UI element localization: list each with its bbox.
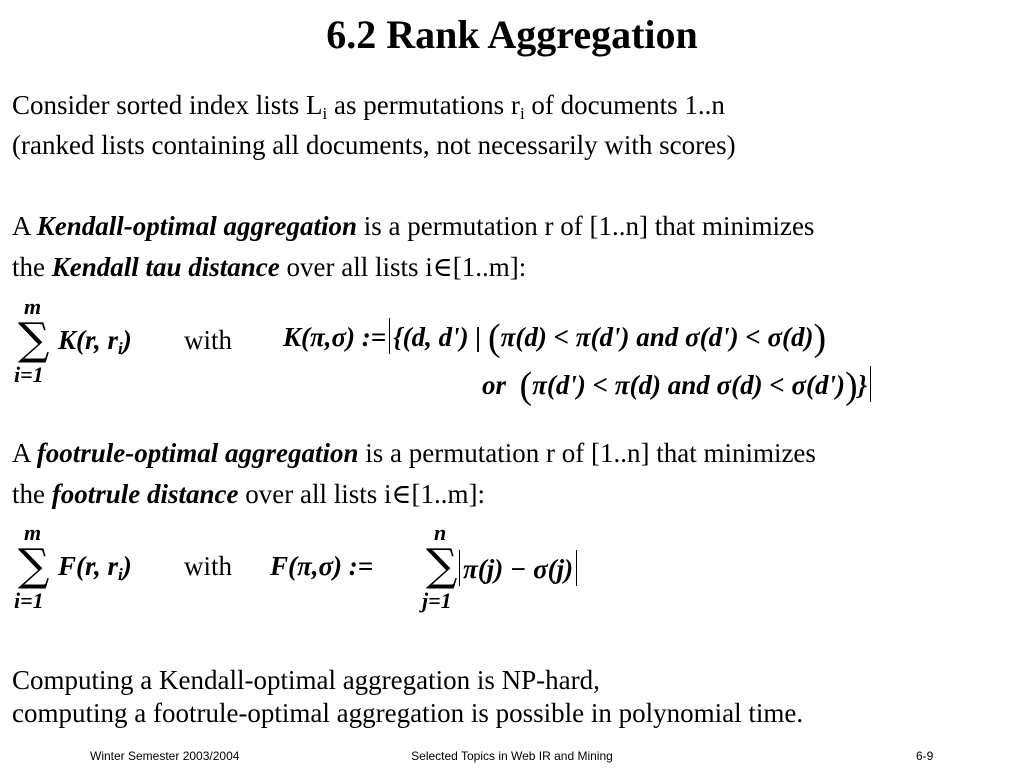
footrule-text-b: is a permutation r of [1..n] that minimizes	[358, 438, 816, 468]
kendall-def-lhs: K(π,σ) :=	[283, 322, 387, 352]
kendall-definition-line-2	[482, 365, 874, 407]
kendall-definition-line-1	[283, 317, 827, 359]
footrule-distance-term: footrule distance	[51, 479, 239, 509]
footrule-text-c: the	[12, 479, 52, 509]
kendall-sum-upper: m	[24, 294, 42, 319]
kendall-def-or: or	[482, 370, 507, 400]
footrule-def-body-text: π(j) − σ(j)	[463, 554, 574, 584]
kendall-sum-sigma: ∑	[18, 314, 50, 365]
kendall-paren-close-2: )	[844, 365, 858, 407]
footrule-sum-body-text: F(r, r	[58, 551, 119, 581]
kendall-with: with	[184, 325, 233, 355]
footrule-def-lower: j=1	[422, 588, 452, 613]
intro-sub-1: i	[322, 104, 328, 123]
kendall-sum-body-sub: i	[118, 339, 123, 358]
footrule-def-upper: n	[434, 520, 447, 545]
conclusion-line-1: Computing a Kendall-optimal aggregation is NP-hard,	[12, 665, 600, 695]
footrule-line-1	[12, 435, 816, 471]
kendall-sum-body-text: K(r, r	[58, 325, 119, 355]
kendall-line-2	[12, 249, 526, 285]
slide-title: 6.2 Rank Aggregation	[326, 12, 698, 57]
footer-page-number: 6-9	[916, 749, 934, 763]
footrule-sum-body-sub: i	[118, 565, 123, 584]
footrule-abs-bar-left	[459, 550, 460, 586]
footer-semester: Winter Semester 2003/2004	[90, 749, 240, 763]
footrule-text-a: A	[12, 438, 37, 468]
kendall-def-set-close: }	[857, 370, 868, 400]
footrule-def-body	[456, 550, 580, 586]
kendall-sum-body	[58, 324, 132, 356]
kendall-def-set-open: {(d, d') |	[393, 322, 489, 352]
intro-text-b: as permutations r	[327, 90, 520, 120]
footrule-sum-body-close: )	[122, 551, 132, 581]
footrule-sum-formula	[12, 522, 172, 617]
kendall-sum-body-close: )	[122, 325, 132, 355]
kendall-def-cond1: π(d) < π(d') and σ(d') < σ(d)	[500, 322, 814, 352]
footrule-def-lhs: F(π,σ) :=	[270, 551, 374, 581]
kendall-paren-close-1: )	[813, 317, 827, 359]
kendall-text-d: over all lists i∈[1..m]:	[279, 252, 527, 282]
footrule-term: footrule-optimal aggregation	[36, 438, 359, 468]
intro-line-1	[12, 87, 725, 123]
footrule-sum-upper: m	[24, 520, 42, 545]
intro-sub-2: i	[519, 104, 525, 123]
kendall-text-b: is a permutation r of [1..n] that minimizes	[357, 211, 815, 241]
kendall-def-cond2: π(d') < π(d) and σ(d) < σ(d')	[532, 370, 845, 400]
kendall-line-1	[12, 208, 814, 244]
footrule-definition	[270, 522, 650, 617]
footer-course: Selected Topics in Web IR and Mining	[411, 749, 613, 763]
footrule-def-sigma: ∑	[426, 540, 458, 591]
footrule-sum-lower: i=1	[14, 588, 44, 613]
footrule-sum-body	[58, 550, 132, 582]
conclusion-line-2: computing a footrule-optimal aggregation is possible in polynomial time.	[12, 698, 804, 728]
kendall-abs-bar-right	[870, 366, 871, 402]
footrule-abs-bar-right	[576, 550, 577, 586]
kendall-distance-term: Kendall tau distance	[51, 252, 280, 282]
intro-line-2: (ranked lists containing all documents, not necessarily with scores)	[12, 130, 736, 160]
footrule-sum-sigma: ∑	[18, 540, 50, 591]
kendall-paren-open-1: (	[488, 317, 501, 359]
footrule-line-2	[12, 476, 485, 512]
footrule-text-d: over all lists i∈[1..m]:	[238, 479, 485, 509]
kendall-sum-formula	[12, 296, 172, 391]
kendall-paren-open-2: (	[519, 365, 533, 407]
kendall-term: Kendall-optimal aggregation	[36, 211, 358, 241]
kendall-abs-bar-left	[389, 318, 390, 354]
intro-text-c: of documents 1..n	[524, 90, 725, 120]
kendall-text-a: A	[12, 211, 37, 241]
kendall-text-c: the	[12, 252, 52, 282]
footrule-with: with	[184, 551, 233, 581]
intro-text-a: Consider sorted index lists L	[12, 90, 323, 120]
kendall-sum-lower: i=1	[14, 362, 44, 387]
